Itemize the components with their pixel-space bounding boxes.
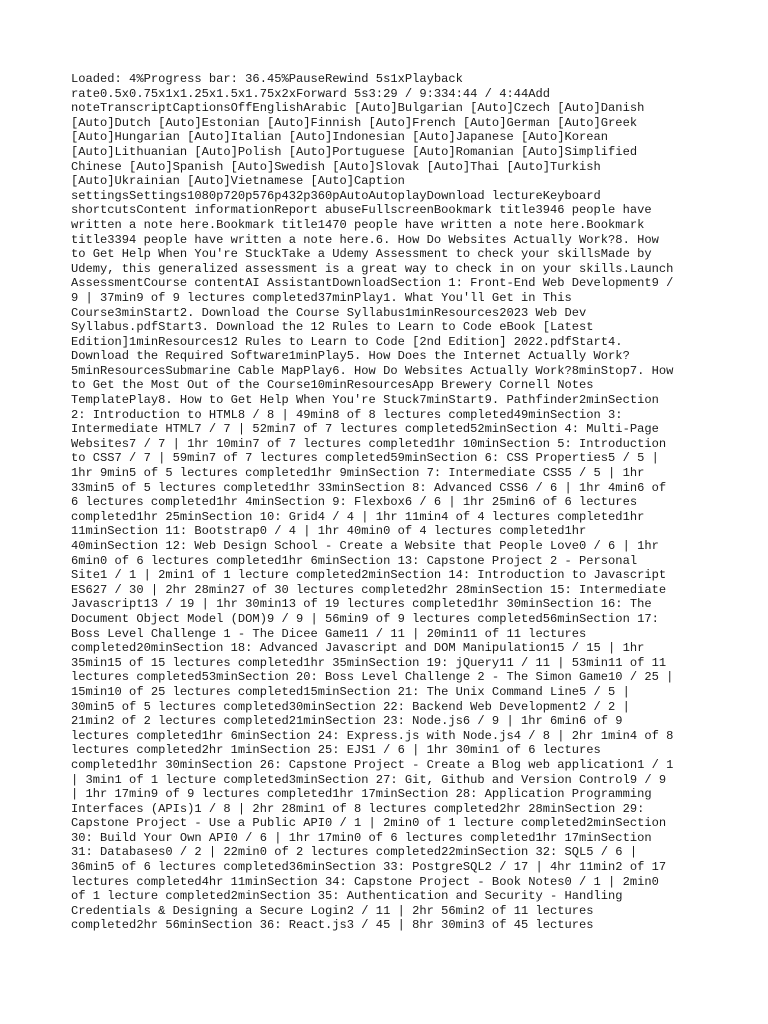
text-line: lectures completed2hr 1minSection 25: EJS1 / 6 | 1hr 30min1 of 6 lectures (71, 743, 601, 758)
text-line: ES627 / 30 | 2hr 28min27 of 30 lectures completed2hr 28minSection 15: Intermediate (71, 582, 667, 597)
text-line: 15min10 of 25 lectures completed15minSection 21: The Unix Command Line5 / 5 | (71, 684, 630, 699)
text-line: 2: Introduction to HTML8 / 8 | 49min8 of 8 lectures completed49minSection 3: (71, 407, 623, 422)
text-line: 9 | 37min9 of 9 lectures completed37minPlay1. What You'll Get in This (71, 290, 572, 305)
text-line: title3394 people have written a note here.6. How Do Websites Actually Work?8. How (71, 232, 659, 247)
text-line: noteTranscriptCaptionsOffEnglishArabic [Auto]Bulgarian [Auto]Czech [Auto]Danish (71, 101, 645, 116)
text-line: Loaded: 4%Progress bar: 36.45%PauseRewind 5s1xPlayback (71, 72, 463, 86)
text-line: Intermediate HTML7 / 7 | 52min7 of 7 lectures completed52minSection 4: Multi-Page (71, 422, 659, 437)
text-line: to CSS7 / 7 | 59min7 of 7 lectures completed59minSection 6: CSS Properties5 / 5 | (71, 451, 659, 466)
text-line: settingsSettings1080p720p576p432p360pAutoAutoplayDownload lectureKeyboard (71, 188, 601, 203)
text-line: Javascript13 / 19 | 1hr 30min13 of 19 lectures completed1hr 30minSection 16: The (71, 597, 652, 612)
text-line: written a note here.Bookmark title1470 people have written a note here.Bookmark (71, 217, 645, 232)
text-line: 30: Build Your Own API0 / 6 | 1hr 17min0 of 6 lectures completed1hr 17minSection (71, 830, 652, 845)
text-line: of 1 lecture completed2minSection 35: Authentication and Security - Handling (71, 889, 623, 904)
text-line: completed2hr 56minSection 36: React.js3 / 45 | 8hr 30min3 of 45 lectures (71, 918, 594, 933)
text-line: Chinese [Auto]Spanish [Auto]Swedish [Auto]Slovak [Auto]Thai [Auto]Turkish (71, 159, 601, 174)
text-line: Websites7 / 7 | 1hr 10min7 of 7 lectures completed1hr 10minSection 5: Introduction (71, 436, 667, 451)
text-line: | 1hr 17min9 of 9 lectures completed1hr 17minSection 28: Application Programming (71, 787, 652, 802)
text-line: Edition]1minResources12 Rules to Learn to Code [2nd Edition] 2022.pdfStart4. (71, 334, 623, 349)
text-line: 35min15 of 15 lectures completed1hr 35minSection 19: jQuery11 / 11 | 53min11 of 11 (71, 655, 667, 670)
text-line: 36min5 of 6 lectures completed36minSection 33: PostgreSQL2 / 17 | 4hr 11min2 of 17 (71, 860, 667, 875)
text-line: 6min0 of 6 lectures completed1hr 6minSection 13: Capstone Project 2 - Personal (71, 553, 638, 568)
text-line: completed20minSection 18: Advanced Javascript and DOM Manipulation15 / 15 | 1hr (71, 641, 645, 656)
text-line: 31: Databases0 / 2 | 22min0 of 2 lectures completed22minSection 32: SQL5 / 6 | (71, 845, 638, 860)
text-line: [Auto]Hungarian [Auto]Italian [Auto]Indonesian [Auto]Japanese [Auto]Korean (71, 130, 609, 145)
text-line: lectures completed1hr 6minSection 24: Express.js with Node.js4 / 8 | 2hr 1min4 of 8 (71, 728, 674, 743)
text-line: 11minSection 11: Bootstrap0 / 4 | 1hr 40min0 of 4 lectures completed1hr (71, 524, 587, 539)
text-line: to Get the Most Out of the Course10minResourcesApp Brewery Cornell Notes (71, 378, 594, 393)
text-line: lectures completed53minSection 20: Boss Level Challenge 2 - The Simon Game10 / 25 | (71, 670, 674, 685)
text-line: Syllabus.pdfStart3. Download the 12 Rules to Learn to Code eBook [Latest (71, 320, 594, 335)
text-line: completed1hr 25minSection 10: Grid4 / 4 | 1hr 11min4 of 4 lectures completed1hr (71, 509, 645, 524)
text-line: 6 lectures completed1hr 4minSection 9: Flexbox6 / 6 | 1hr 25min6 of 6 lectures (71, 495, 638, 510)
text-line: shortcutsContent informationReport abuseFullscreenBookmark title3946 people have (71, 203, 652, 218)
text-line: 33min5 of 5 lectures completed1hr 33minSection 8: Advanced CSS6 / 6 | 1hr 4min6 of (71, 480, 667, 495)
text-line: 5minResourcesSubmarine Cable MapPlay6. How Do Websites Actually Work?8minStop7. How (71, 363, 674, 378)
text-line: [Auto]Ukrainian [Auto]Vietnamese [Auto]Caption (71, 174, 405, 189)
text-line: 21min2 of 2 lectures completed21minSection 23: Node.js6 / 9 | 1hr 6min6 of 9 (71, 714, 623, 729)
text-line: 1hr 9min5 of 5 lectures completed1hr 9minSection 7: Intermediate CSS5 / 5 | 1hr (71, 466, 645, 481)
text-line: completed1hr 30minSection 26: Capstone Project - Create a Blog web application1 / 1 (71, 757, 674, 772)
text-line: Capstone Project - Use a Public API0 / 1 | 2min0 of 1 lecture completed2minSection (71, 816, 667, 831)
text-line: rate0.5x0.75x1x1.25x1.5x1.75x2xForward 5s3:29 / 9:334:44 / 4:44Add (71, 86, 550, 101)
text-line: lectures completed4hr 11minSection 34: Capstone Project - Book Notes0 / 1 | 2min0 (71, 874, 659, 889)
text-line: [Auto]Lithuanian [Auto]Polish [Auto]Portuguese [Auto]Romanian [Auto]Simplified (71, 144, 638, 159)
text-line: Interfaces (APIs)1 / 8 | 2hr 28min1 of 8 lectures completed2hr 28minSection 29: (71, 801, 645, 816)
text-line: 30min5 of 5 lectures completed30minSection 22: Backend Web Development2 / 2 | (71, 699, 630, 714)
text-line: Credentials & Designing a Secure Login2 / 11 | 2hr 56min2 of 11 lectures (71, 903, 594, 918)
text-line: Document Object Model (DOM)9 / 9 | 56min9 of 9 lectures completed56minSection 17: (71, 611, 659, 626)
text-line: Site1 / 1 | 2min1 of 1 lecture completed2minSection 14: Introduction to Javascript (71, 568, 667, 583)
text-line: | 3min1 of 1 lecture completed3minSection 27: Git, Github and Version Control9 / 9 (71, 772, 667, 787)
text-line: Course3minStart2. Download the Course Syllabus1minResources2023 Web Dev (71, 305, 587, 320)
text-line: AssessmentCourse contentAI AssistantDownloadSection 1: Front-End Web Development9 / (71, 276, 674, 291)
text-line: 40minSection 12: Web Design School - Create a Website that People Love0 / 6 | 1hr (71, 539, 659, 553)
text-line: [Auto]Dutch [Auto]Estonian [Auto]Finnish [Auto]French [Auto]German [Auto]Greek (71, 115, 638, 130)
text-line: Udemy, this generalized assessment is a great way to check in on your skills.Launch (71, 261, 674, 276)
text-line: Download the Required Software1minPlay5. How Does the Internet Actually Work? (71, 349, 630, 364)
text-line: TemplatePlay8. How to Get Help When You're Stuck7minStart9. Pathfinder2minSection (71, 393, 659, 408)
text-line: Boss Level Challenge 1 - The Dicee Game11 / 11 | 20min11 of 11 lectures (71, 626, 587, 641)
text-line: to Get Help When You're StuckTake a Udemy Assessment to check your skillsMade by (71, 247, 652, 262)
page-text-dump (71, 72, 701, 933)
